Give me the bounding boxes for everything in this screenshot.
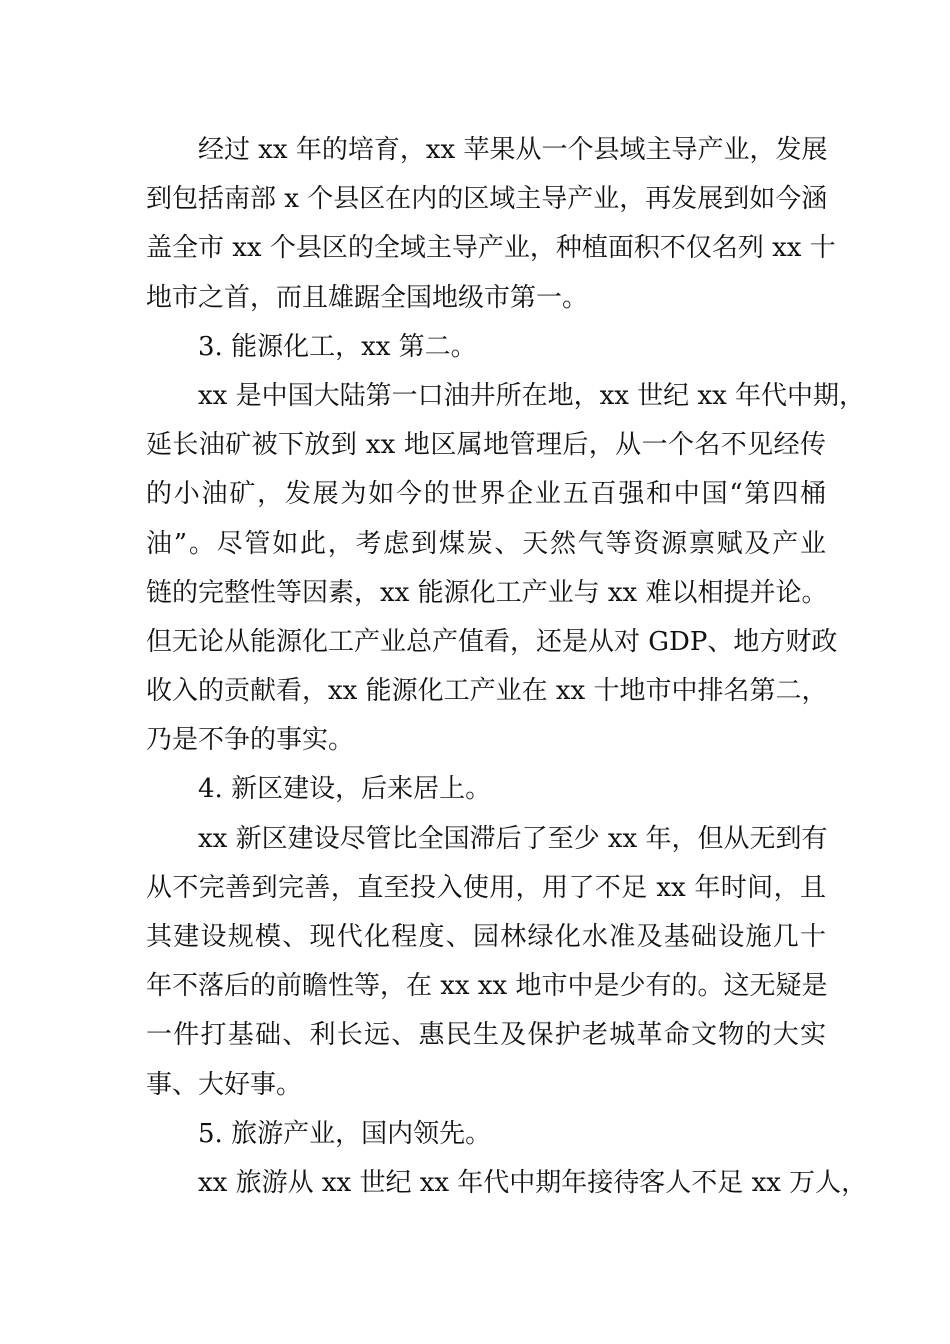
text-line: 收入的贡献看，xx 能源化工产业在 xx 十地市中排名第二， xyxy=(146,676,828,707)
paragraph-body xyxy=(146,372,866,766)
paragraph-body xyxy=(146,815,826,1110)
text-line: xx 旅游从 xx 世纪 xx 年代中期年接待客人不足 xx 万人， xyxy=(198,1167,868,1198)
text-line: 从不完善到完善，直至投入使用，用了不足 xx 年时间，且 xyxy=(146,872,826,903)
paragraph-body xyxy=(146,126,836,323)
text-line: 延长油矿被下放到 xx 地区属地管理后，从一个名不见经传 xyxy=(146,430,826,461)
section-heading xyxy=(146,323,826,372)
text-line: 的小油矿，发展为如今的世界企业五百强和中国“第四桶 xyxy=(146,479,826,510)
text-line: xx 新区建设尽管比全国滞后了至少 xx 年，但从无到有 xyxy=(198,823,828,854)
text-line: 链的完整性等因素，xx 能源化工产业与 xx 难以相提并论。 xyxy=(146,577,828,608)
heading-line: 3. 能源化工，xx 第二。 xyxy=(198,331,477,362)
section-heading xyxy=(146,765,826,814)
text-line: 事、大好事。 xyxy=(146,1069,303,1100)
paragraph-body xyxy=(146,1159,868,1208)
document-body xyxy=(146,126,868,1208)
text-line: 经过 xx 年的培育，xx 苹果从一个县域主导产业，发展 xyxy=(198,135,828,165)
heading-line: 4. 新区建设，后来居上。 xyxy=(198,774,492,805)
text-line: 其建设规模、现代化程度、园林绿化水准及基础设施几十 xyxy=(146,922,826,952)
text-line: 油”。尽管如此，考虑到煤炭、天然气等资源禀赋及产业 xyxy=(146,528,826,559)
text-line: 乃是不争的事实。 xyxy=(146,725,355,756)
section-heading xyxy=(146,1110,826,1159)
heading-line: 5. 旅游产业，国内领先。 xyxy=(198,1118,492,1149)
text-line: 盖全市 xx 个县区的全域主导产业，种植面积不仅名列 xx 十 xyxy=(146,233,836,264)
text-line: xx 是中国大陆第一口油井所在地，xx 世纪 xx 年代中期， xyxy=(198,380,866,411)
text-line: 一件打基础、利长远、惠民生及保护老城革命文物的大实 xyxy=(146,1020,826,1051)
text-line: 但无论从能源化工产业总产值看，还是从对 GDP、地方财政 xyxy=(146,626,838,657)
text-line: 到包括南部 x 个县区在内的区域主导产业，再发展到如今涵 xyxy=(146,184,828,215)
text-line: 地市之首，而且雄踞全国地级市第一。 xyxy=(146,282,589,313)
text-line: 年不落后的前瞻性等，在 xx xx 地市中是少有的。这无疑是 xyxy=(146,971,828,1002)
